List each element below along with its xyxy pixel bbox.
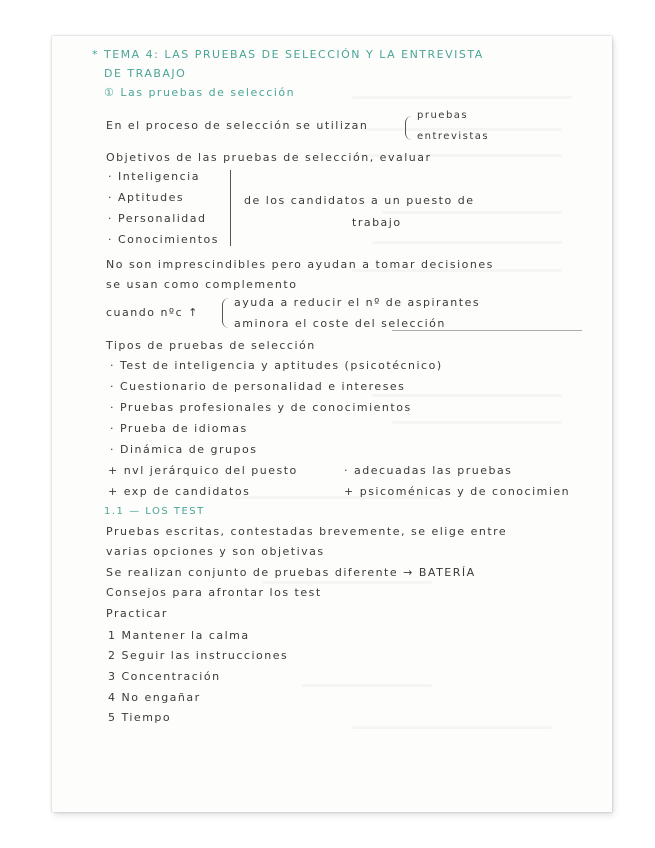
test-line: varias opciones y son objetivas bbox=[106, 545, 325, 558]
objective-item: · Personalidad bbox=[108, 212, 207, 225]
process-option-entrevistas: entrevistas bbox=[417, 131, 490, 142]
objective-item: · Inteligencia bbox=[108, 170, 200, 183]
consejo-item: 1 Mantener la calma bbox=[108, 629, 250, 642]
note-line: No son imprescindibles pero ayudan a tomar decisiones bbox=[106, 258, 494, 271]
consejo-item: 4 No engañar bbox=[108, 691, 201, 704]
title-line-2: DE TRABAJO bbox=[104, 67, 187, 80]
tipos-heading: Tipos de pruebas de selección bbox=[106, 339, 316, 352]
tipo-item: · Dinámica de grupos bbox=[110, 443, 258, 456]
consejos-text: Consejos para afrontar los test bbox=[106, 586, 322, 599]
tipo-item: · Test de inteligencia y aptitudes (psicotécnico) bbox=[110, 359, 443, 372]
cuando-option: aminora el coste del selección bbox=[234, 317, 446, 330]
exp-text: + exp de candidatos bbox=[108, 485, 251, 498]
consejo-item: 2 Seguir las instrucciones bbox=[108, 649, 289, 662]
brace bbox=[222, 298, 229, 328]
tipo-item: · Cuestionario de personalidad e intereses bbox=[110, 380, 406, 393]
notebook-page bbox=[52, 36, 612, 812]
bracket-line bbox=[230, 170, 231, 246]
psico-text: + psicoménicas y de conocimien bbox=[344, 485, 571, 498]
consejo-item: 3 Concentración bbox=[108, 670, 221, 683]
objective-item: · Aptitudes bbox=[108, 191, 185, 204]
consejo-item: 5 Tiempo bbox=[108, 711, 172, 724]
tipo-item: · Pruebas profesionales y de conocimientos bbox=[110, 401, 412, 414]
cuando-option: ayuda a reducir el nº de aspirantes bbox=[234, 296, 481, 309]
adecuadas-text: · adecuadas las pruebas bbox=[344, 464, 513, 477]
objectives-side-note: de los candidatos a un puesto de bbox=[244, 194, 475, 207]
objectives-text: Objetivos de las pruebas de selección, evaluar bbox=[106, 151, 432, 164]
objective-item: · Conocimientos bbox=[108, 233, 219, 246]
nivel-text: + nvl jerárquico del puesto bbox=[108, 464, 298, 477]
test-line: Pruebas escritas, contestadas brevemente, se elige entre bbox=[106, 525, 508, 538]
section-1-1-heading: 1.1 — LOS TEST bbox=[104, 506, 205, 517]
process-option-pruebas: pruebas bbox=[417, 110, 469, 121]
objectives-side-note: trabajo bbox=[352, 216, 402, 229]
cuando-text: cuando nºc ↑ bbox=[106, 306, 199, 319]
section-1-heading: ① Las pruebas de selección bbox=[104, 86, 296, 99]
process-text: En el proceso de selección se utilizan bbox=[106, 119, 369, 132]
brace bbox=[405, 116, 412, 140]
note-line: se usan como complemento bbox=[106, 278, 298, 291]
tipo-item: · Prueba de idiomas bbox=[110, 422, 248, 435]
title-line-1: * TEMA 4: LAS PRUEBAS DE SELECCIÓN Y LA ENTREVISTA bbox=[92, 48, 484, 61]
test-line: Se realizan conjunto de pruebas diferente → BATERÍA bbox=[106, 566, 476, 579]
practicar-text: Practicar bbox=[106, 607, 168, 620]
underline bbox=[392, 330, 582, 331]
